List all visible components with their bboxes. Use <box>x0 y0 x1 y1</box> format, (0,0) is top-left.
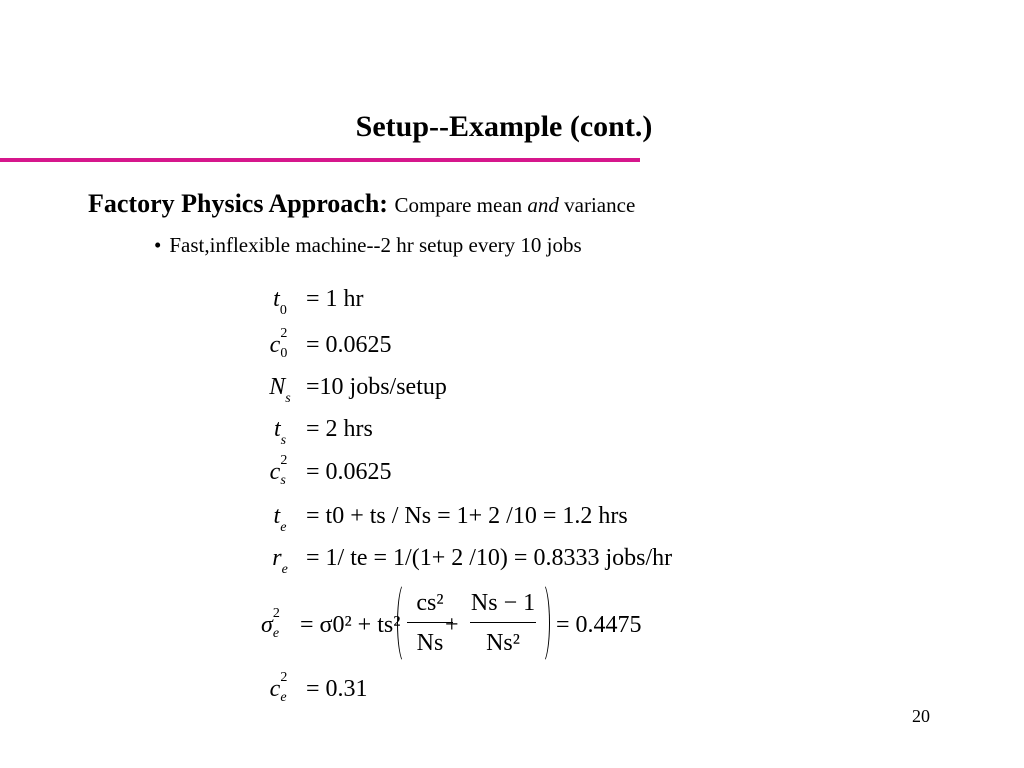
equation-rhs: = 1 hr <box>306 286 364 312</box>
section-heading <box>88 189 635 219</box>
plus-sign: + <box>445 612 459 638</box>
equation-lhs: $t_0$ <box>273 286 287 318</box>
equation-rhs: = 1/ te = 1/(1+ 2 /10) = 0.8333 jobs/hr <box>306 545 673 571</box>
equation-rhs: = 0.0625 <box>306 459 392 485</box>
equation-lhs: $t_s$ <box>273 416 287 448</box>
equation-lhs: $r_e$ <box>272 545 288 577</box>
fraction-cs-over-ns: cs² Ns <box>405 582 455 662</box>
equation-rhs: = t0 + ts / Ns = 1+ 2 /10 = 1.2 hrs <box>306 503 628 529</box>
equation-rhs: =10 jobs/setup <box>306 374 447 400</box>
page-number: 20 <box>912 706 930 726</box>
equation-result: = 0.4475 <box>556 612 642 638</box>
bullet-text: Fast,inflexible machine--2 hr setup every 10 jobs <box>169 233 582 257</box>
bullet-dot-icon: • <box>154 233 162 257</box>
equation-rhs: = 0.31 <box>306 676 368 702</box>
equation-lhs: c 2 s <box>269 453 288 488</box>
equation-rhs: = 0.0625 <box>306 332 392 358</box>
right-paren <box>534 582 550 664</box>
heading-subtext-emphasis: and <box>527 193 559 217</box>
slide-title: Setup--Example (cont.) <box>355 110 653 143</box>
title-underline <box>0 158 640 162</box>
heading-subtext-pre: Compare mean <box>394 193 528 217</box>
equation-lhs: $t_e$ <box>273 503 287 535</box>
equation-lhs: $N_s$ <box>269 374 291 406</box>
equation-lhs: c 2 e <box>269 670 288 705</box>
fraction-ns-minus-one: Ns − 1 Ns² <box>470 590 536 656</box>
equation-rhs: = 2 hrs <box>306 416 373 442</box>
heading-subtext-post: variance <box>558 193 636 217</box>
equation-lhs: σ 2 e <box>261 606 280 641</box>
heading-label: Factory Physics Approach: <box>88 189 388 218</box>
variance-equation <box>0 582 700 672</box>
bullet-item <box>154 233 582 258</box>
equation-middle: = σ0² + ts² <box>300 612 401 638</box>
equation-lhs: c 2 0 <box>269 326 288 361</box>
